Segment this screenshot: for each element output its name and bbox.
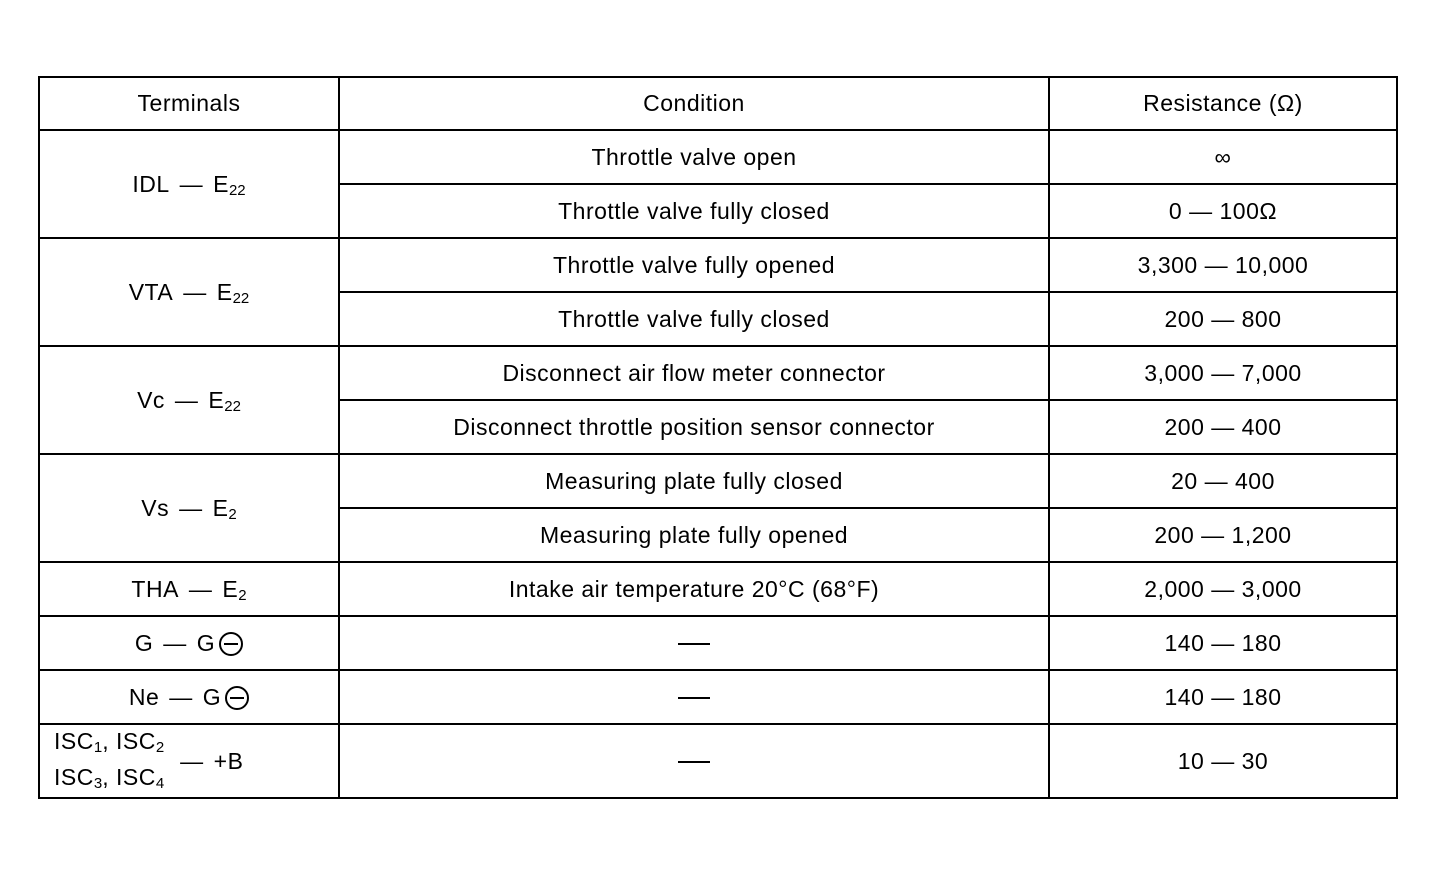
condition-cell [339, 724, 1049, 798]
isc-subscript: 1 [93, 739, 103, 756]
terminal-right-subscript: 22 [232, 289, 250, 307]
table-row [39, 454, 1397, 508]
terminal-right: E [222, 575, 239, 602]
isc-line-1 [54, 725, 164, 761]
condition-cell: Throttle valve fully closed [339, 184, 1049, 238]
terminal-dash: — [188, 575, 213, 602]
terminal-right-subscript: 22 [228, 181, 246, 199]
resistance-cell: 140 — 180 [1049, 670, 1397, 724]
resistance-cell: ∞ [1049, 130, 1397, 184]
table-row [39, 724, 1397, 798]
resistance-cell: 200 — 800 [1049, 292, 1397, 346]
terminal-left: Vc [137, 386, 165, 413]
isc-terminal-tail [170, 745, 243, 777]
isc-label: , ISC [102, 764, 156, 790]
condition-cell: Measuring plate fully closed [339, 454, 1049, 508]
terminal-dash: — [180, 748, 204, 774]
terminal-left: Vs [141, 494, 170, 521]
condition-cell: Intake air temperature 20°C (68°F) [339, 562, 1049, 616]
table-row [39, 562, 1397, 616]
table-row [39, 130, 1397, 184]
terminal-right-subscript: 22 [224, 397, 241, 415]
isc-label: ISC [54, 764, 94, 790]
table-row [39, 616, 1397, 670]
table-row [39, 238, 1397, 292]
terminal-cell [39, 238, 339, 346]
resistance-cell: 200 — 400 [1049, 400, 1397, 454]
isc-subscript: 2 [155, 739, 165, 756]
resistance-spec-table [38, 76, 1398, 799]
terminal-cell [39, 670, 339, 724]
condition-cell: Disconnect air flow meter connector [339, 346, 1049, 400]
terminal-dash: — [169, 683, 193, 710]
resistance-cell: 3,000 — 7,000 [1049, 346, 1397, 400]
terminal-right: E [216, 278, 233, 305]
terminal-cell [39, 616, 339, 670]
terminal-cell [39, 562, 339, 616]
terminal-left: THA [131, 575, 179, 602]
resistance-cell: 0 — 100Ω [1049, 184, 1397, 238]
terminal-dash: — [174, 386, 199, 413]
terminal-right-subscript: 2 [238, 586, 247, 604]
table-row [39, 670, 1397, 724]
condition-cell: Measuring plate fully opened [339, 508, 1049, 562]
resistance-cell: 10 — 30 [1049, 724, 1397, 798]
terminal-cell [39, 724, 339, 798]
terminal-left: VTA [128, 278, 174, 305]
terminal-right-subscript: 2 [228, 505, 237, 523]
resistance-cell: 3,300 — 10,000 [1049, 238, 1397, 292]
not-applicable-dash [678, 761, 710, 763]
terminal-cell [39, 130, 339, 238]
header-resistance: Resistance (Ω) [1049, 77, 1397, 130]
condition-cell [339, 616, 1049, 670]
terminal-dash: — [183, 278, 207, 305]
condition-cell [339, 670, 1049, 724]
isc-subscript: 3 [93, 775, 103, 792]
resistance-cell: 2,000 — 3,000 [1049, 562, 1397, 616]
terminal-right: G [202, 683, 222, 710]
header-terminals: Terminals [39, 77, 339, 130]
resistance-cell: 140 — 180 [1049, 616, 1397, 670]
terminal-left: G [134, 629, 154, 656]
terminal-dash: — [179, 494, 203, 521]
table-row [39, 346, 1397, 400]
circled-minus-icon [225, 686, 249, 710]
terminal-right: G [196, 629, 216, 656]
isc-line-2 [54, 761, 164, 797]
terminal-cell [39, 454, 339, 562]
isc-label: ISC [54, 728, 94, 754]
isc-terminal-group [46, 725, 332, 797]
terminal-dash: — [163, 629, 187, 656]
resistance-cell: 200 — 1,200 [1049, 508, 1397, 562]
terminal-right: E [213, 170, 229, 197]
not-applicable-dash [678, 697, 710, 699]
condition-cell: Throttle valve fully opened [339, 238, 1049, 292]
condition-cell: Disconnect throttle position sensor connector [339, 400, 1049, 454]
condition-cell: Throttle valve open [339, 130, 1049, 184]
header-condition: Condition [339, 77, 1049, 130]
condition-cell: Throttle valve fully closed [339, 292, 1049, 346]
not-applicable-dash [678, 643, 710, 645]
circled-minus-icon [219, 632, 243, 656]
resistance-cell: 20 — 400 [1049, 454, 1397, 508]
terminal-right: E [208, 386, 225, 413]
isc-subscript: 4 [155, 775, 165, 792]
terminal-right: +B [213, 748, 244, 774]
terminal-left: IDL [132, 170, 170, 197]
header-row [39, 77, 1397, 130]
terminal-dash: — [179, 170, 204, 197]
isc-terminal-lines [54, 725, 164, 797]
isc-label: , ISC [102, 728, 156, 754]
terminal-right: E [212, 494, 229, 521]
terminal-cell [39, 346, 339, 454]
terminal-left: Ne [128, 683, 160, 710]
